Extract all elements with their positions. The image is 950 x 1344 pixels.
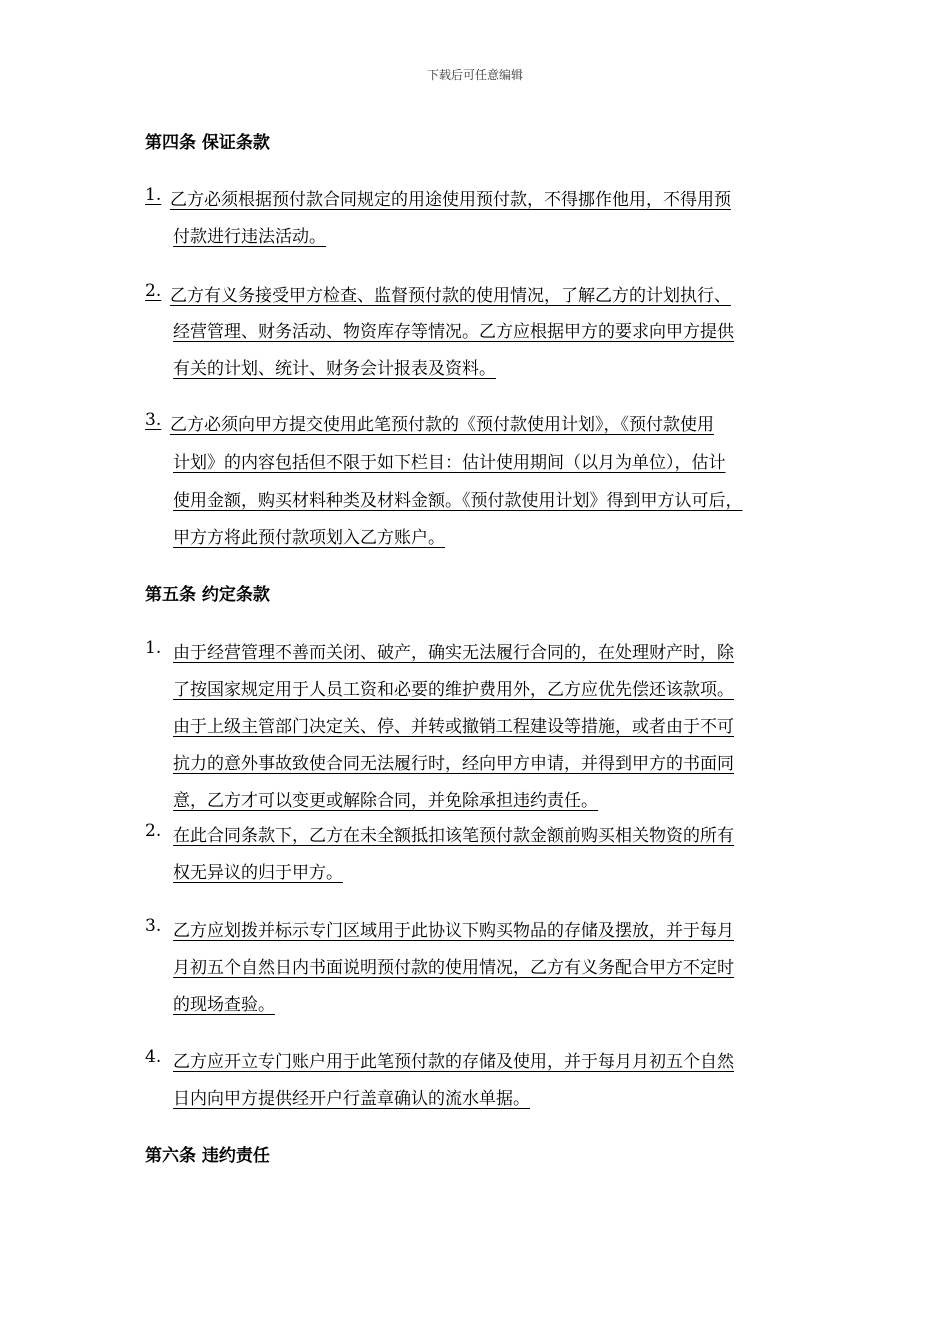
item-number: 3. [145, 916, 162, 936]
item-line: 计划》的内容包括但不限于如下栏目：估计使用期间（以月为单位），估计 [173, 453, 726, 473]
section-title: 第五条 约定条款 [145, 585, 270, 605]
item-line: 意，乙方才可以变更或解除合同，并免除承担违约责任。 [173, 791, 598, 811]
section-title: 第四条 保证条款 [145, 133, 270, 153]
item-line: 月初五个自然日内书面说明预付款的使用情况，乙方有义务配合甲方不定时 [173, 958, 734, 978]
item-line: 经营管理、财务活动、物资库存等情况。乙方应根据甲方的要求向甲方提供 [173, 322, 734, 342]
item-line: 使用金额，购买材料种类及材料金额。《预付款使用计划》得到甲方认可后， [173, 491, 743, 511]
section-title: 第六条 违约责任 [145, 1146, 270, 1166]
item-line: 权无异议的归于甲方。 [173, 863, 343, 883]
item-line: 了按国家规定用于人员工资和必要的维护费用外，乙方应优先偿还该款项。 [173, 680, 734, 700]
item-number: 1. [145, 185, 162, 205]
item-line: 由于上级主管部门决定关、停、并转或撤销工程建设等措施，或者由于不可 [173, 717, 734, 737]
item-line: 乙方应开立专门账户用于此笔预付款的存储及使用，并于每月月初五个自然 [173, 1052, 734, 1072]
item-number: 4. [145, 1047, 162, 1067]
item-number: 2. [145, 281, 162, 301]
item-line: 甲方方将此预付款项划入乙方账户。 [173, 528, 445, 548]
item-number: 1. [145, 638, 162, 658]
item-line: 乙方应划拨并标示专门区域用于此协议下购买物品的存储及摆放，并于每月 [173, 921, 734, 941]
item-line: 乙方必须根据预付款合同规定的用途使用预付款，不得挪作他用，不得用预 [170, 190, 731, 210]
item-number: 3. [145, 410, 162, 430]
item-line: 抗力的意外事故致使合同无法履行时，经向甲方申请，并得到甲方的书面同 [173, 754, 734, 774]
item-line: 的现场查验。 [173, 995, 275, 1015]
item-line: 由于经营管理不善而关闭、破产，确实无法履行合同的，在处理财产时，除 [173, 643, 734, 663]
item-number: 2. [145, 821, 162, 841]
item-line: 乙方必须向甲方提交使用此笔预付款的《预付款使用计划》，《预付款使用 [170, 415, 714, 435]
item-line: 日内向甲方提供经开户行盖章确认的流水单据。 [173, 1089, 530, 1109]
item-line: 在此合同条款下，乙方在未全额抵扣该笔预付款金额前购买相关物资的所有 [173, 826, 734, 846]
item-line: 有关的计划、统计、财务会计报表及资料。 [173, 359, 496, 379]
page-header: 下载后可任意编辑 [426, 68, 523, 82]
item-line: 乙方有义务接受甲方检查、监督预付款的使用情况，了解乙方的计划执行、 [170, 286, 731, 306]
item-line: 付款进行违法活动。 [173, 227, 326, 247]
